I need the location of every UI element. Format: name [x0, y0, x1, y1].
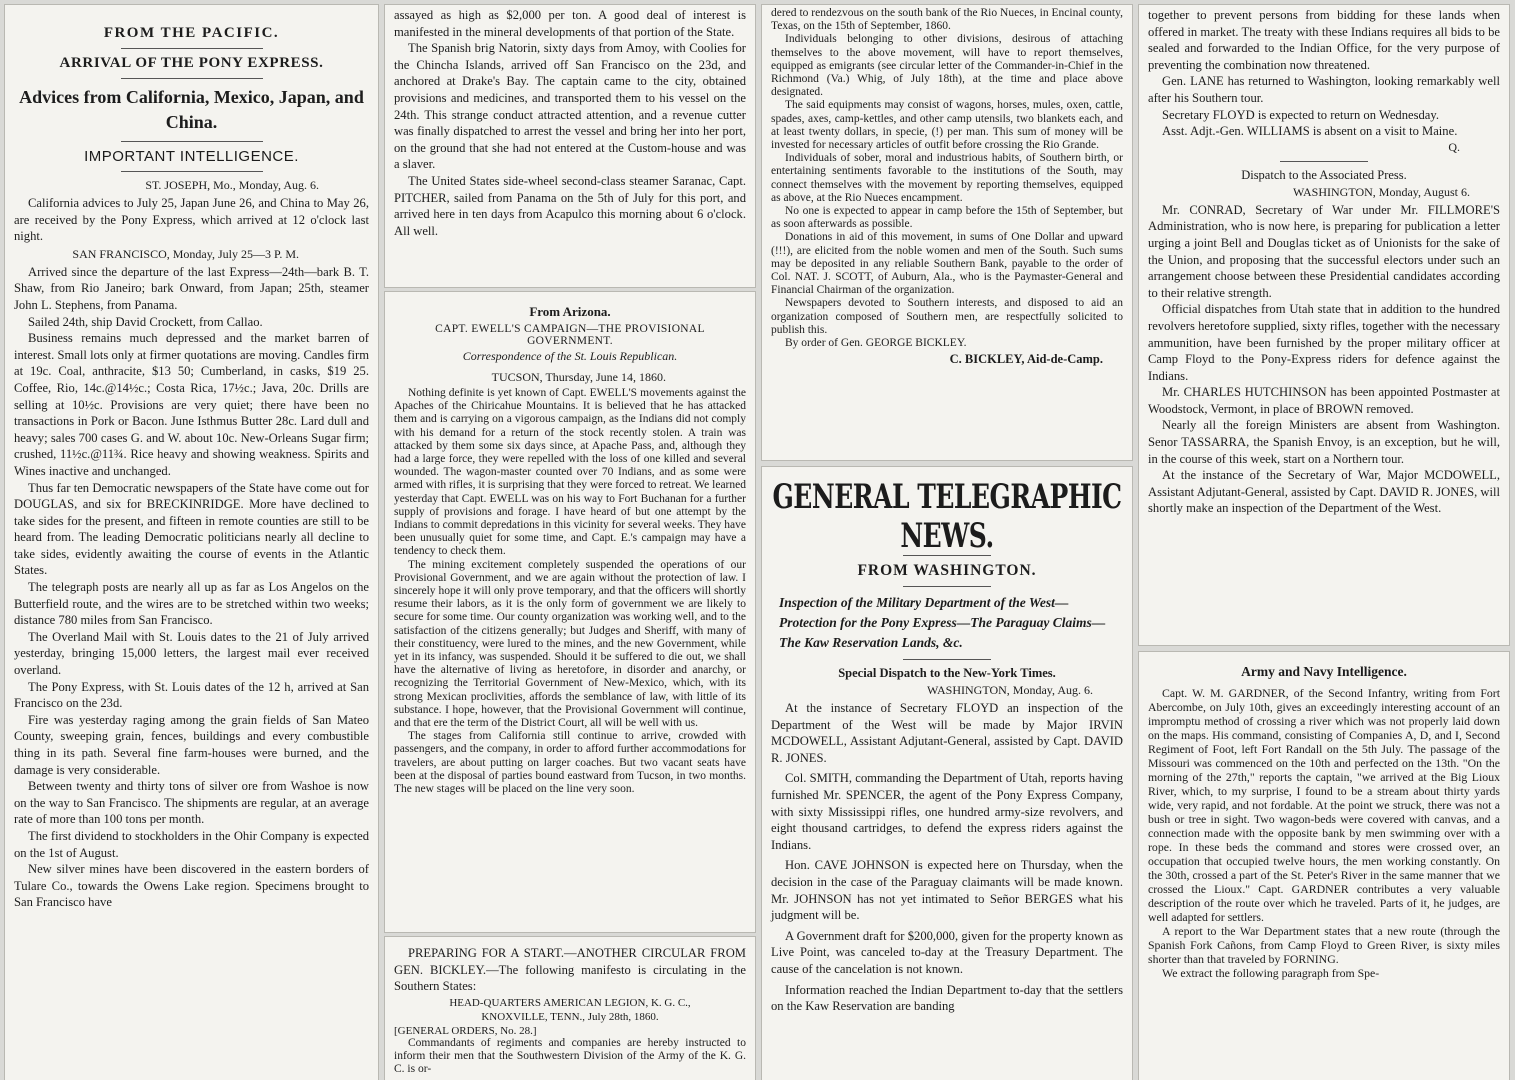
article-paragraph: Capt. W. M. GARDNER, of the Second Infantry, writing from Fort Abercombe, on July 10th, gives an exceedingly interesting account of an impromptu method of crossing a river which was not properly laid down on the maps. His command, consisting of Companies A, D, and I, Second Regiment of Foot, left Fort Randall on the 5th July. The passage of the Missouri was commenced on the 10th and perfected on the 13th. "On the morning of the 27th," reports the captain, "we arrived at the Big Lioux River, which, to my surprise, I found to be a stream about thirty yards wide, very rapid, and not fordable. At the point we struck, there was not a bush or tree in sight. Two wagon-beds were covered with canvas, and a connection made with the opposite bank by men swimming over with a rope. In these beds the command and stores were crossed over, an occupation that occupied twelve hours, the men working constantly. On the 30th, crossed a part of the St. Peter's River in the same manner that we crossed the Lioux." Capt. GARDNER contributes a very valuable description of the route over which he traveled. Parts of it, he judges, are well adapted for settlers.	[1148, 686, 1500, 924]
article-paragraph: Newspapers devoted to Southern interests, and disposed to aid an organization composed of Southern men, are respectfully solicited to publish this.	[771, 297, 1123, 336]
associated-press-line: Dispatch to the Associated Press.	[1241, 167, 1407, 182]
article-paragraph: No one is expected to appear in camp before the 15th of September, but as soon afterwards as possible.	[771, 205, 1123, 231]
article-paragraph: Business remains much depressed and the market barren of interest. Small lots only at firmer quotations are moving. Candles firm at 19c. Coal, anthracite, $13 50; Cumberland, in casks, $19 25. Coffee, Rio, 14c.@14½c.; Costa Rica, 17½c.; Java, 20c. Drills are selling at 10½c. Provisions are very quiet; there have been no transactions in Pork or Bacon. June Isthmus Butter 28c. Lard dull and heavy; sales 700 cases G. and W. about 10c. New-Orleans Sugar firm; crushed, 11½c.@11¾. Rice heavy and showing weakness. Spirits and Wines inactive and unchanged.	[14, 331, 369, 478]
rule	[121, 48, 263, 49]
dateline: SAN FRANCISCO, Monday, July 25—3 P. M.	[72, 246, 299, 261]
article-paragraph: Mr. CHARLES HUTCHINSON has been appointed Postmaster at Woodstock, Vermont, in place of BROWN removed.	[1148, 385, 1500, 416]
article-paragraph: Individuals belonging to other divisions, desirous of attaching themselves to the above movement, will have to report themselves, equipped as emigrants (see circular letter of the Commander-in-Chief in the Richmond (Va.) Whig, of July 18th), at the time and place above designated.	[771, 33, 1123, 99]
headquarters-line: KNOXVILLE, TENN., July 28th, 1860.	[481, 1010, 659, 1023]
rule	[903, 586, 991, 587]
signature: C. BICKLEY, Aid-de-Camp.	[949, 352, 1103, 367]
column-1-clipping	[5, 5, 378, 1080]
article-paragraph: Sailed 24th, ship David Crockett, from Callao.	[28, 314, 263, 329]
article-paragraph: At the instance of Secretary FLOYD an inspection of the Department of the West will be made by Major IRVIN MCDOWELL, Assistant Adjutant-General, assisted by Capt. DAVID R. JONES.	[771, 701, 1123, 765]
dateline: ST. JOSEPH, Mo., Monday, Aug. 6.	[145, 178, 319, 192]
article-paragraph: The first dividend to stockholders in the Ohir Company is expected on the 1st of August.	[14, 828, 369, 860]
article-paragraph: Between twenty and thirty tons of silver ore from Washoe is now on the way to San Francisco. The shipments are regular, at an average rate of more than 100 tons per month.	[14, 779, 369, 827]
headline-army-navy	[1148, 664, 1500, 680]
article-paragraph: Asst. Adjt.-Gen. WILLIAMS is absent on a visit to Maine.	[1162, 124, 1458, 139]
article-paragraph: The Spanish brig Natorin, sixty days from Amoy, with Coolies for the Chincha Islands, arrived off San Francisco on the 23d, and anchored at Drake's Bay. The captain came to the city, obtained provisions and medicines, and transported them to his vessel on the 24th. This strange conduct attracted attention, and a revenue cutter was finally dispatched to arrest the vessel and bring her into her port, on the ground that she had not entered at the Custom-house and was a slaver.	[394, 41, 746, 172]
headline-text: ARRIVAL OF THE PONY EXPRESS.	[59, 55, 324, 71]
rule	[1280, 161, 1368, 162]
rule	[121, 171, 263, 172]
article-paragraph: A report to the War Department states that a new route (through the Spanish Fork Cañons, from Camp Floyd to Green River, is sixty miles shorter than that traveled by FORNING.	[1148, 924, 1500, 966]
article-paragraph: We extract the following paragraph from Spe-	[1162, 966, 1380, 980]
article-paragraph: Col. SMITH, commanding the Department of Utah, reports having furnished Mr. SPENCER, the agent of the Pony Express Company, with sixty Mississippi rifles, one hundred army-size revolvers, and eight thousand cartridges, to defend the express riders against the Indians.	[771, 771, 1123, 852]
article-paragraph: The stages from California still continue to arrive, crowded with passengers, and the company, in order to afford further accommodations for travelers, are about putting on larger coaches. But two vacant seats have been at the disposal of parties bound eastward from Tucson, in two months. The new stages will be placed on the line very soon.	[394, 730, 746, 796]
article-paragraph: Arrived since the departure of the last Express—24th—bark B. T. Shaw, from Rio Janeiro; bark Onward, from Japan; 25th, steamer John L. Stephens, from Panama.	[14, 264, 369, 312]
general-orders: [GENERAL ORDERS, No. 28.]	[394, 1024, 537, 1037]
article-paragraph: Secretary FLOYD is expected to return on Wednesday.	[1162, 107, 1440, 122]
column-4-top-clipping	[1139, 5, 1509, 645]
headline-text: Advices from California, Mexico, Japan, and China.	[19, 87, 364, 132]
deck: Inspection of the Military Department of the West—Protection for the Pony Express—The Paraguay Claims—The Kaw Reservation Lands, &c.	[779, 595, 1106, 650]
article-paragraph: The United States side-wheel second-class steamer Saranac, Capt. PITCHER, sailed from Panama on the 5th of July for this port, and arrived here in ten days from Acapulco this morning about 6 o'clock. All well.	[394, 173, 746, 238]
headline-text: Army and Navy Intelligence.	[1241, 664, 1407, 679]
article-paragraph: assayed as high as $2,000 per ton. A good deal of interest is manifested in the mineral developments of that portion of the State.	[394, 8, 746, 39]
column-3-top-clipping	[762, 5, 1132, 460]
headline-pony-express	[14, 55, 369, 72]
article-paragraph: Nearly all the foreign Ministers are absent from Washington. Senor TASSARRA, the Spanish Envoy, is an exception, but he will, in the course of this week, start on a Northern tour.	[1148, 418, 1500, 466]
article-paragraph: A Government draft for $200,000, given for the property known as Live Point, was canceled to-day at the Treasury Department. The cause of the cancelation is not known.	[771, 928, 1123, 976]
article-paragraph: Commandants of regiments and companies are hereby instructed to inform their men that the Southwestern Division of the Army of the K. G. C. is or-	[394, 1036, 746, 1076]
rule	[903, 659, 991, 660]
dateline: WASHINGTON, Monday, Aug. 6.	[927, 683, 1093, 697]
article-paragraph: Donations in aid of this movement, in sums of One Dollar and upward (!!!), are elicited from the noble women and men of the South. Such sums may be deposited in any reliable Southern Bank, payable to the order of Col. NAT. J. SCOTT, of Auburn, Ala., who is the Paymaster-General and Financial Chairman of the organization.	[771, 231, 1123, 297]
article-paragraph: Fire was yesterday raging among the grain fields of San Mateo County, sweeping grain, fences, buildings and every combustible thing in its path. Several fine farm-houses were burned, and the damage is very considerable.	[14, 712, 369, 777]
headline-text: IMPORTANT INTELLIGENCE.	[84, 148, 299, 165]
headline-important	[14, 148, 369, 165]
column-2-arizona-clipping	[385, 292, 755, 932]
headline-arizona	[394, 304, 746, 364]
headline-text: From Arizona.	[529, 304, 611, 319]
headline-from-pacific	[14, 25, 369, 42]
headquarters-line: HEAD-QUARTERS AMERICAN LEGION, K. G. C.,	[449, 996, 691, 1009]
article-paragraph: Nothing definite is yet known of Capt. EWELL'S movements against the Apaches of the Chiricahue Mountains. It is believed that he has attacked them and is carrying on a vigorous campaign, as the Indians did not comply with his demand for a return of the stock recently stolen. A train was attacked by them some six days since, at Apache Pass, and, although they had a large force, they were repelled with the loss of one killed and several wounded. The wagon-master counted over 70 Indians, and as some were armed with rifles, it is surprising that they were forced to retreat. We learned yesterday that Capt. EWELL was on his way to Fort Buchanan for a further supply of provisions and forage. I have heard of but one attempt by the Indians to commit depredations in this vicinity for several weeks. They have been unusually quiet for some time, and Capt. E.'s campaign may have a tendency to check them.	[394, 387, 746, 558]
article-paragraph: Mr. CONRAD, Secretary of War under Mr. FILLMORE'S Administration, who is now here, is preparing for publication a letter urging a joint Bell and Douglas ticket as of Unionists for the sake of the Union, and proposing that the successful electors under such an arrangement choose between these Presidential candidates according to their relative strength.	[1148, 202, 1500, 300]
column-4-army-navy-clipping	[1139, 652, 1509, 1080]
article-paragraph: By order of Gen. GEORGE BICKLEY.	[785, 337, 967, 350]
column-2-top-clipping	[385, 5, 755, 287]
article-paragraph: California advices to July 25, Japan June 26, and China to May 26, are received by the Pony Express, which arrived at 12 o'clock last night.	[14, 196, 369, 244]
article-paragraph: Hon. CAVE JOHNSON is expected here on Thursday, when the decision in the case of the Paraguay claimants will be made known. Mr. JOHNSON has not yet intimated to Señor BERGES what his judgment will be.	[771, 858, 1123, 923]
rule	[121, 78, 263, 79]
article-paragraph: The said equipments may consist of wagons, horses, mules, oxen, cattle, spades, axes, camp-kettles, and other camp utensils, two blankets each, and at least twenty dollars, in specie, (!) per man. This sum of money will be invested for necessary articles of outfit before crossing the Rio Grande.	[771, 99, 1123, 152]
article-paragraph: Information reached the Indian Department to-day that the settlers on the Kaw Reservation are banding	[771, 982, 1123, 1014]
column-2-bottom-clipping	[385, 937, 755, 1080]
subheadline-text: CAPT. EWELL'S CAMPAIGN—THE PROVISIONAL GOVERNMENT.	[435, 323, 705, 347]
headline-text: GENERAL TELEGRAPHIC NEWS.	[772, 476, 1122, 556]
article-paragraph: Gen. LANE has returned to Washington, looking remarkably well after his Southern tour.	[1148, 74, 1500, 105]
headline-telegraphic	[771, 476, 1123, 556]
column-3-telegraphic-clipping	[762, 467, 1132, 1080]
dateline: TUCSON, Thursday, June 14, 1860.	[491, 370, 666, 384]
headline-text: FROM WASHINGTON.	[857, 562, 1037, 579]
headline-text: FROM THE PACIFIC.	[103, 25, 280, 41]
article-paragraph: New silver mines have been discovered in the eastern borders of Tulare Co., towards the Owens Lake region. Specimens brought to San Francisco have	[14, 862, 369, 910]
correspondent-initial: Q.	[1448, 139, 1460, 154]
headline-advices	[14, 85, 369, 135]
article-paragraph: Official dispatches from Utah state that in addition to the hundred revolvers heretofore supplied, sixty rifles, together with the necessary ammunition, have been furnished by the proper military officer at Camp Floyd to the Pony-Express riders for defence against the Indians.	[1148, 302, 1500, 383]
article-paragraph: The Overland Mail with St. Louis dates to the 21 of July arrived yesterday, bringing 15,000 letters, the largest mail ever received overland.	[14, 629, 369, 678]
correspondence-line: Correspondence of the St. Louis Republican.	[462, 349, 678, 363]
special-dispatch: Special Dispatch to the New-York Times.	[838, 666, 1056, 680]
article-paragraph: The mining excitement completely suspended the operations of our Provisional Government, and we are again without the protection of law. I sincerely hope it will only prove temporary, and that the officers will shortly resume their labors, as it is the only form of government we are likely to secure for some time. Our county organization was working well, and to the satisfaction of the citizens generally; but Judges and Sheriff, with many of their constituency, were lured to the mines, and the new Government, while yet in its infancy, was suspended. Should it be suffered to die out, we shall have the alternative of living as heretofore, in disorder and anarchy, or recognizing the Territorial Government of New-Mexico, which, with its strong Mexican proclivities, affords the semblance of law, with little of its substance. I hope, however, that the Provisional Government will continue, and that ere the term of the District Court, all will be well with us.	[394, 558, 746, 730]
article-paragraph: together to prevent persons from bidding for these lands when offered in market. The treaty with these Indians requires all bids to be sealed and forwarded to the Indian Office, for the very purpose of preventing the combination now threatened.	[1148, 8, 1500, 72]
article-paragraph: At the instance of the Secretary of War, Major MCDOWELL, Assistant Adjutant-General, assisted by Capt. DAVID R. JONES, will shortly make an inspection of the Department of the West.	[1148, 468, 1500, 516]
article-paragraph: The Pony Express, with St. Louis dates of the 12 h, arrived at San Francisco on the 23d.	[14, 679, 369, 711]
article-paragraph: The telegraph posts are nearly all up as far as Los Angelos on the Butterfield route, and the wires are to be stretched within two weeks; distance 780 miles from San Francisco.	[14, 580, 369, 628]
dateline: WASHINGTON, Monday, August 6.	[1293, 184, 1470, 199]
article-paragraph: PREPARING FOR A START.—ANOTHER CIRCULAR FROM GEN. BICKLEY.—The following manifesto is circulating in the Southern States:	[394, 946, 746, 994]
headline-washington	[771, 562, 1123, 580]
rule	[121, 141, 263, 142]
article-paragraph: Thus far ten Democratic newspapers of the State have come out for DOUGLAS, and six for BRECKINRIDGE. More have declined to take sides for the present, and fifteen in remote counties are still to be heard from. The leading Democratic politicians nearly all decline to take sides, evidently awaiting the course of events in the Atlantic States.	[14, 480, 369, 578]
article-paragraph: dered to rendezvous on the south bank of the Rio Nueces, in Encinal county, Texas, on the 15th of September, 1860.	[771, 7, 1123, 33]
article-paragraph: Individuals of sober, moral and industrious habits, of Southern birth, or entertaining sentiments favorable to the institutions of the South, may connect themselves with the movement by reporting themselves, equipped as above, at the Rio Nueces encampment.	[771, 152, 1123, 204]
